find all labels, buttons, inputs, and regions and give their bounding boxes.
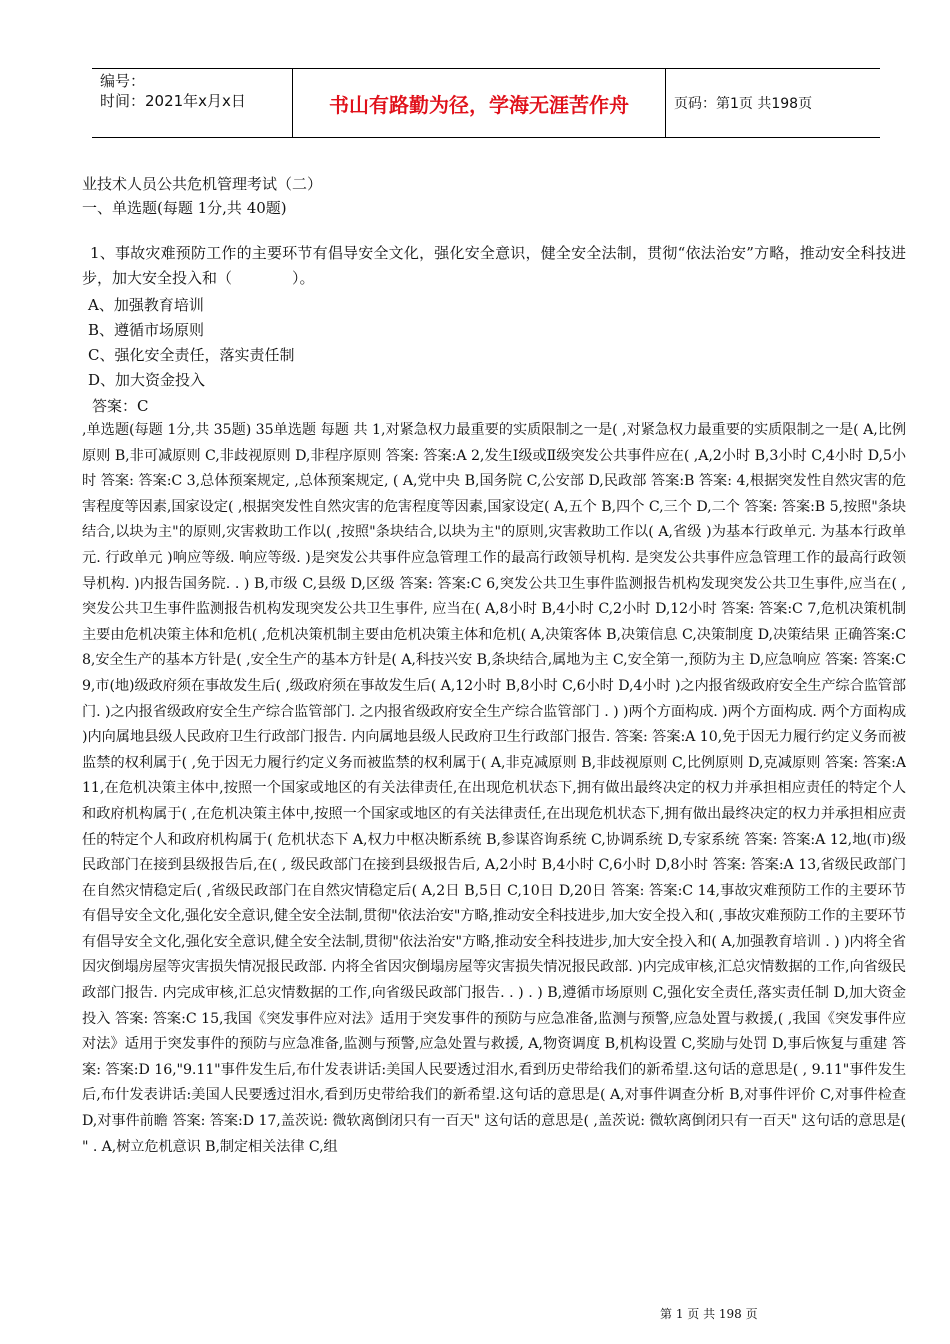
code-label: 编号： [100,72,146,90]
page-header [92,68,880,138]
header-meta [100,71,290,111]
option-d: D、加大资金投入 [88,371,206,389]
option-b: B、遵循市场原则 [88,321,205,339]
body-paragraph: ,单选题(每题 1分,共 35题) 35单选题 每题 共 1,对紧急权力最重要的实质限制之一是( ,对紧急权力最重要的实质限制之一是( A,比例原则 B,非可减原则 C,非歧视原则 D,非程序原则 答案: 答案:A 2,发生Ⅰ级或Ⅱ级突发公共事件应在( ,A,2小时 B,3小时 C,4小时 D,5小时 答案: 答案:C 3,总体预案规定, ,总体预案规定, ( A,党中央 B,国务院 C,公安部 D,民政部 答案:B 答案: 4,根据突发性自然灾害的危害程度等因素,国家设定( ,根据突发性自然灾害的危害程度等因素,国家设定( A,五个 B,四个 C,三个 D,二个 答案: 答案:B 5,按照"条块结合,以块为主"的原则,灾害救助工作以( ,按照"条块结合,以块为主"的原则,灾害救助工作以( A,省级 )为基本行政单元. 为基本行政单元. 行政单元 )响应等级. 响应等级. )是突发公共事件应急管理工作的最高行政领导机构. 是突发公共事件应急管理工作的最高行政领导机构. )内报告国务院. . ) B,市级 C,县级 D,区级 答案: 答案:C 6,突发公共卫生事件监测报告机构发现突发公共卫生事件,应当在( , 突发公共卫生事件监测报告机构发现突发公共卫生事件, 应当在( A,8小时 B,4小时 C,2小时 D,12小时 答案: 答案:C 7,危机决策机制主要由危机决策主体和危机( ,危机决策机制主要由危机决策主体和危机( A,决策客体 B,决策信息 C,决策制度 D,决策结果 正确答案:C 8,安全生产的基本方针是( ,安全生产的基本方针是( A,科技兴安 B,条块结合,属地为主 C,安全第一,预防为主 D,应急响应 答案: 答案:C 9,市(地)级政府须在事故发生后( ,级政府须在事故发生后( A,12小时 B,8小时 C,6小时 D,4小时 )之内报省级政府安全生产综合监管部门. )之内报省级政府安全生产综合监管部门. 之内报省级政府安全生产综合监管部门 . ) )两个方面构成. )两个方面构成. 两个方面构成 )内向属地县级人民政府卫生行政部门报告. 内向属地县级人民政府卫生行政部门报告. 答案: 答案:A 10,免于因无力履行约定义务而被监禁的权利属于( ,免于因无力履行约定义务而被监禁的权利属于( A,非克减原则 B,非歧视原则 C,比例原则 D,克减原则 答案: 答案:A 11,在危机决策主体中,按照一个国家或地区的有关法律责任,在出现危机状态下,拥有做出最终决定的权力并承担相应责任的特定个人和政府机构属于( ,在危机决策主体中,按照一个国家或地区的有关法律责任,在出现危机状态下,拥有做出最终决定的权力并承担相应责任的特定个人和政府机构属于( 危机状态下 A,权力中枢决断系统 B,参谋咨询系统 C,协调系统 D,专家系统 答案: 答案:A 12,地(市)级民政部门在接到县级报告后,在( , 级民政部门在接到县级报告后, A,2小时 B,4小时 C,6小时 D,8小时 答案: 答案:A 13,省级民政部门在自然灾情稳定后( ,省级民政部门在自然灾情稳定后( A,2日 B,5日 C,10日 D,20日 答案: 答案:C 14,事故灾难预防工作的主要环节有倡导安全文化,强化安全意识,健全安全法制,贯彻"依法治安"方略,推动安全科技进步,加大安全投入和( ,事故灾难预防工作的主要环节有倡导安全文化,强化安全意识,健全安全法制,贯彻"依法治安"方略,推动安全科技进步,加大安全投入和( A,加强教育培训 . ) )内将全省因灾倒塌房屋等灾害损失情况报民政部. 内将全省因灾倒塌房屋等灾害损失情况报民政部. )内完成审核,汇总灾情数据的工作,向省级民政部门报告. 内完成审核,汇总灾情数据的工作,向省级民政部门报告. . ) . ) B,遵循市场原则 C,强化安全责任,落实责任制 D,加大资金投入 答案: 答案:C 15,我国《突发事件应对法》适用于突发事件的预防与应急准备,监测与预警,应急处置与救援,( ,我国《突发事件应对法》适用于突发事件的预防与应急准备,监测与预警,应急处置与救援, A,物资调度 B,机构设置 C,奖励与处罚 D,事后恢复与重建 答案: 答案:D 16,"9.11"事件发生后,布什发表讲话:美国人民要透过泪水,看到历史带给我们的新希望.这句话的意思是( , 9.11"事件发生后,布什发表讲话:美国人民要透过泪水,看到历史带给我们的新希望.这句话的意思是( A,对事件调查分析 B,对事件评价 C,对事件检查 D,对事件前瞻 答案: 答案:D 17,盖茨说: 微软离倒闭只有一百天" 这句话的意思是( ,盖茨说: 微软离倒闭只有一百天" 这句话的意思是( " . A,树立危机意识 B,制定相关法律 C,组 [82,422,906,1155]
answer-1: 答案：C [92,397,149,415]
question-1: 1、事故灾难预防工作的主要环节有倡导安全文化，强化安全意识，健全安全法制，贯彻“依法治安”方略，推动安全科技进步，加大安全投入和（ ）。 [82,244,906,287]
page-footer: 第 1 页 共 198 页 [660,1307,758,1321]
header-page-info: 页码：第1页 共198页 [674,96,813,112]
section-heading: 一、单选题(每题 1分,共 40题) [82,199,287,217]
option-c: C、强化安全责任，落实责任制 [88,346,295,364]
header-motto: 书山有路勤为径，学海无涯苦作舟 [292,69,666,137]
option-a: A、加强教育培训 [88,296,204,314]
time-label: 时间：2021年x月x日 [100,92,246,110]
document-title: 业技术人员公共危机管理考试（二） [82,175,323,193]
